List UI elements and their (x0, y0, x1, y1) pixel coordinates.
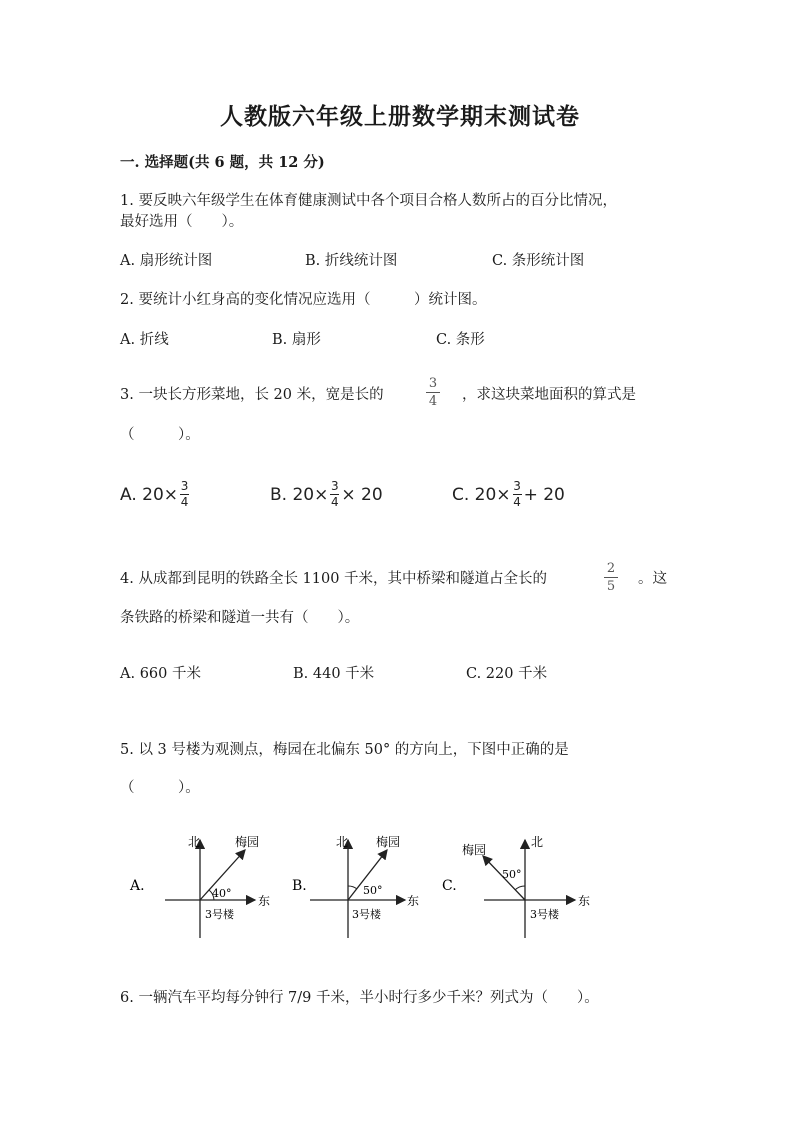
figure-b-target: 梅园 (376, 835, 401, 849)
figure-a-angle: 40° (212, 887, 232, 900)
q3-option-b[interactable]: B. 20× 3 4 × 20 (270, 479, 383, 509)
question-3-text: 3. 一块长方形菜地，长 20 米，宽是长的 (120, 387, 384, 403)
question-3-text-cont: ，求这块菜地面积的算式是 (462, 387, 636, 403)
question-2-text: 2. 要统计小红身高的变化情况应选用（ ）统计图。 (120, 292, 487, 308)
q3-option-a[interactable]: A. 20× 3 4 (120, 479, 189, 509)
q1-option-a[interactable]: A. 扇形统计图 (120, 253, 213, 269)
figure-b-origin: 3号楼 (352, 908, 381, 921)
question-4-text-cont: 。这 (638, 571, 667, 587)
figure-a-label: A. (130, 878, 145, 894)
figure-b[interactable] (292, 834, 419, 938)
q2-option-a[interactable]: A. 折线 (120, 332, 169, 348)
q1-option-c[interactable]: C. 条形统计图 (492, 253, 585, 269)
q3-option-c[interactable]: C. 20× 3 4 + 20 (452, 479, 565, 509)
q1-option-b[interactable]: B. 折线统计图 (305, 253, 398, 269)
q2-option-b[interactable]: B. 扇形 (272, 332, 321, 348)
question-4-text-line2: 条铁路的桥梁和隧道一共有（ ）。 (120, 610, 360, 626)
figure-b-east: 东 (407, 894, 420, 908)
question-5-blank: （ ）。 (120, 780, 200, 796)
question-1-text-cont: 最好选用（ ）。 (120, 214, 244, 230)
figure-a-origin: 3号楼 (205, 908, 234, 921)
question-4-text: 4. 从成都到昆明的铁路全长 1100 千米，其中桥梁和隧道占全长的 (120, 571, 548, 587)
figure-c-target: 梅园 (462, 843, 487, 857)
figure-c[interactable] (442, 835, 590, 938)
section-heading: 一. 选择题(共 6 题，共 12 分) (120, 154, 325, 171)
figure-a-east: 东 (258, 894, 271, 908)
question-3-blank: （ ）。 (120, 427, 200, 443)
q3-fraction: 3 4 (426, 376, 440, 409)
figure-c-east: 东 (578, 894, 591, 908)
q2-option-c[interactable]: C. 条形 (436, 332, 485, 348)
q4-option-c[interactable]: C. 220 千米 (466, 666, 548, 682)
figure-b-angle: 50° (363, 884, 383, 897)
figure-c-origin: 3号楼 (530, 908, 559, 921)
direction-figures (0, 828, 800, 968)
figure-b-north: 北 (336, 835, 349, 849)
figure-a-target: 梅园 (235, 835, 260, 849)
question-6-text: 6. 一辆汽车平均每分钟行 7/9 千米，半小时行多少千米？列式为（ ）。 (120, 990, 599, 1006)
question-1-text: 1. 要反映六年级学生在体育健康测试中各个项目合格人数所占的百分比情况， (120, 193, 617, 209)
q4-option-b[interactable]: B. 440 千米 (293, 666, 375, 682)
q4-fraction: 2 5 (604, 561, 618, 594)
figure-a-north: 北 (188, 835, 201, 849)
figure-a[interactable] (129, 834, 270, 938)
figure-c-angle: 50° (502, 868, 522, 881)
figure-c-north: 北 (531, 835, 544, 849)
figure-c-label: C. (442, 878, 457, 894)
figure-b-label: B. (292, 878, 307, 894)
page-title: 人教版六年级上册数学期末测试卷 (220, 103, 580, 130)
q4-option-a[interactable]: A. 660 千米 (120, 666, 201, 682)
question-5-text: 5. 以 3 号楼为观测点，梅园在北偏东 50° 的方向上，下图中正确的是 (120, 742, 569, 758)
